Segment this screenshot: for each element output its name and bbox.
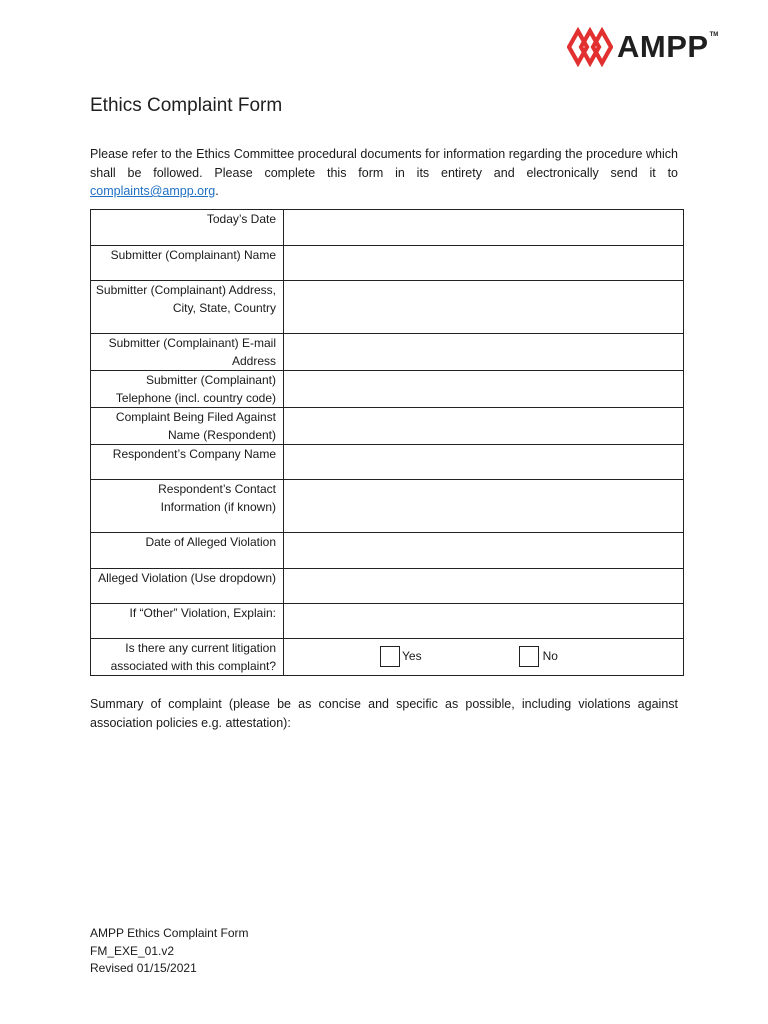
field-respondent-name[interactable] — [284, 408, 684, 445]
page-title: Ethics Complaint Form — [90, 95, 283, 116]
label-submitter-address: Submitter (Complainant) Address, City, State, Country — [91, 281, 284, 334]
label-todays-date: Today’s Date — [91, 210, 284, 246]
label-other-violation: If “Other” Violation, Explain: — [91, 604, 284, 639]
field-respondent-contact[interactable] — [284, 480, 684, 533]
litigation-no-checkbox[interactable] — [519, 646, 539, 667]
label-alleged-violation: Alleged Violation (Use dropdown) — [91, 569, 284, 604]
litigation-yes-checkbox[interactable] — [380, 646, 400, 667]
form-row-submitter-telephone — [91, 371, 684, 408]
ampp-logo-mark-icon — [567, 26, 613, 68]
label-respondent-contact: Respondent’s Contact Information (if known) — [91, 480, 284, 533]
litigation-yes-label: Yes — [402, 648, 422, 663]
label-respondent-name: Complaint Being Filed Against Name (Respondent) — [91, 408, 284, 445]
field-other-violation[interactable] — [284, 604, 684, 639]
intro-text: Please refer to the Ethics Committee procedural documents for information regarding the procedure which shall be followed. Please complete this form in its entirety and electronically send it to — [90, 147, 678, 180]
footer-revision-date: Revised 01/15/2021 — [90, 961, 197, 975]
form-row-other-violation — [91, 604, 684, 639]
label-submitter-name: Submitter (Complainant) Name — [91, 246, 284, 281]
summary-instructions: Summary of complaint (please be as concise and specific as possible, including violations against association policies e.g. attestation): — [90, 697, 678, 730]
litigation-no-label: No — [542, 648, 558, 663]
form-row-respondent-name — [91, 408, 684, 445]
form-row-submitter-address — [91, 281, 684, 334]
footer-form-name: AMPP Ethics Complaint Form — [90, 926, 249, 940]
footer — [90, 925, 249, 978]
footer-form-code: FM_EXE_01.v2 — [90, 943, 175, 958]
label-respondent-company: Respondent’s Company Name — [91, 445, 284, 480]
label-submitter-email: Submitter (Complainant) E-mail Address — [91, 334, 284, 371]
form-row-submitter-name — [91, 246, 684, 281]
field-todays-date[interactable] — [284, 210, 684, 246]
intro-paragraph — [90, 145, 678, 201]
label-violation-date: Date of Alleged Violation — [91, 533, 284, 569]
ampp-logo-text: AMPP — [617, 29, 709, 64]
intro-end: . — [215, 184, 219, 198]
form-row-litigation — [91, 639, 684, 676]
complaints-email-link[interactable]: complaints@ampp.org — [90, 184, 216, 198]
form-row-respondent-company — [91, 445, 684, 480]
field-alleged-violation-dropdown[interactable] — [284, 569, 684, 604]
litigation-options — [284, 639, 684, 676]
form-row-alleged-violation — [91, 569, 684, 604]
complaint-form-table — [90, 209, 684, 676]
form-row-respondent-contact — [91, 480, 684, 533]
field-violation-date[interactable] — [284, 533, 684, 569]
field-submitter-name[interactable] — [284, 246, 684, 281]
form-row-submitter-email — [91, 334, 684, 371]
litigation-yes-option[interactable] — [380, 646, 422, 667]
trademark-mark: TM — [709, 32, 719, 38]
ampp-logo — [567, 26, 718, 68]
label-submitter-telephone: Submitter (Complainant) Telephone (incl. country code) — [91, 371, 284, 408]
label-litigation: Is there any current litigation associated with this complaint? — [91, 639, 284, 676]
form-row-todays-date — [91, 210, 684, 246]
field-submitter-address[interactable] — [284, 281, 684, 334]
field-submitter-telephone[interactable] — [284, 371, 684, 408]
field-respondent-company[interactable] — [284, 445, 684, 480]
field-submitter-email[interactable] — [284, 334, 684, 371]
form-row-violation-date — [91, 533, 684, 569]
litigation-no-option[interactable] — [519, 646, 558, 667]
